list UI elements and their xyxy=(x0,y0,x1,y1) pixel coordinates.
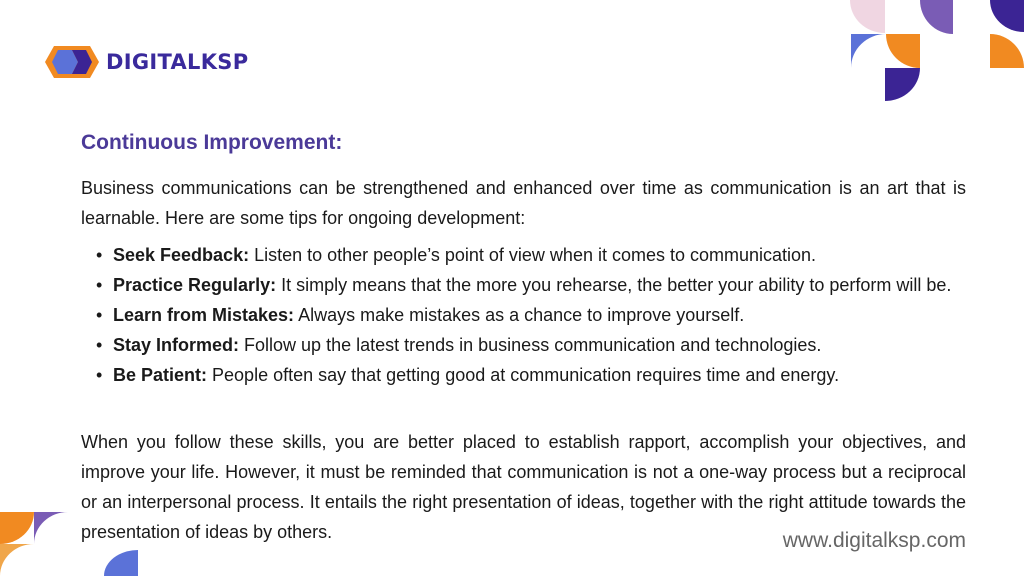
hexagon-logo-icon xyxy=(44,44,100,80)
tip-text: People often say that getting good at communication requires time and energy. xyxy=(207,365,840,385)
bullet-icon: • xyxy=(96,305,103,325)
list-item xyxy=(81,360,966,390)
brand-logo xyxy=(44,44,248,80)
website-url: www.digitalksp.com xyxy=(782,529,966,552)
tip-text: It simply means that the more you rehearse, the better your ability to perform will be. xyxy=(276,275,952,295)
tip-title: Learn from Mistakes: xyxy=(113,305,295,325)
tip-title: Stay Informed: xyxy=(113,335,240,355)
tip-title: Practice Regularly: xyxy=(113,275,277,295)
bullet-icon: • xyxy=(96,275,103,295)
tip-title: Be Patient: xyxy=(113,365,208,385)
bullet-icon: • xyxy=(96,365,103,385)
tips-list xyxy=(81,240,966,390)
list-item xyxy=(81,270,966,300)
bullet-icon: • xyxy=(96,335,103,355)
tip-text: Listen to other people’s point of view when it comes to communication. xyxy=(249,245,817,265)
tip-text: Follow up the latest trends in business communication and technologies. xyxy=(239,335,822,355)
tip-text: Always make mistakes as a chance to improve yourself. xyxy=(294,305,745,325)
list-item xyxy=(81,330,966,360)
tip-title: Seek Feedback: xyxy=(113,245,250,265)
brand-name: DIGITALKSP xyxy=(106,50,249,74)
bullet-icon: • xyxy=(96,245,103,265)
list-item xyxy=(81,300,966,330)
list-item xyxy=(81,240,966,270)
decorative-shapes-top-right xyxy=(848,0,1024,104)
intro-paragraph: Business communications can be strengthened and enhanced over time as communication is an art that is learnable. Here are some tips for ongoing development: xyxy=(81,178,966,228)
closing-paragraph: When you follow these skills, you are better placed to establish rapport, accomplish your objectives, and improve your life. However, it must be reminded that communication is not a one-way process but a reciprocal or an interpersonal process. It entails the right presentation of ideas, together with the right attitude towards the presentation of ideas by others. xyxy=(81,432,966,542)
section-heading: Continuous Improvement: xyxy=(81,131,343,154)
